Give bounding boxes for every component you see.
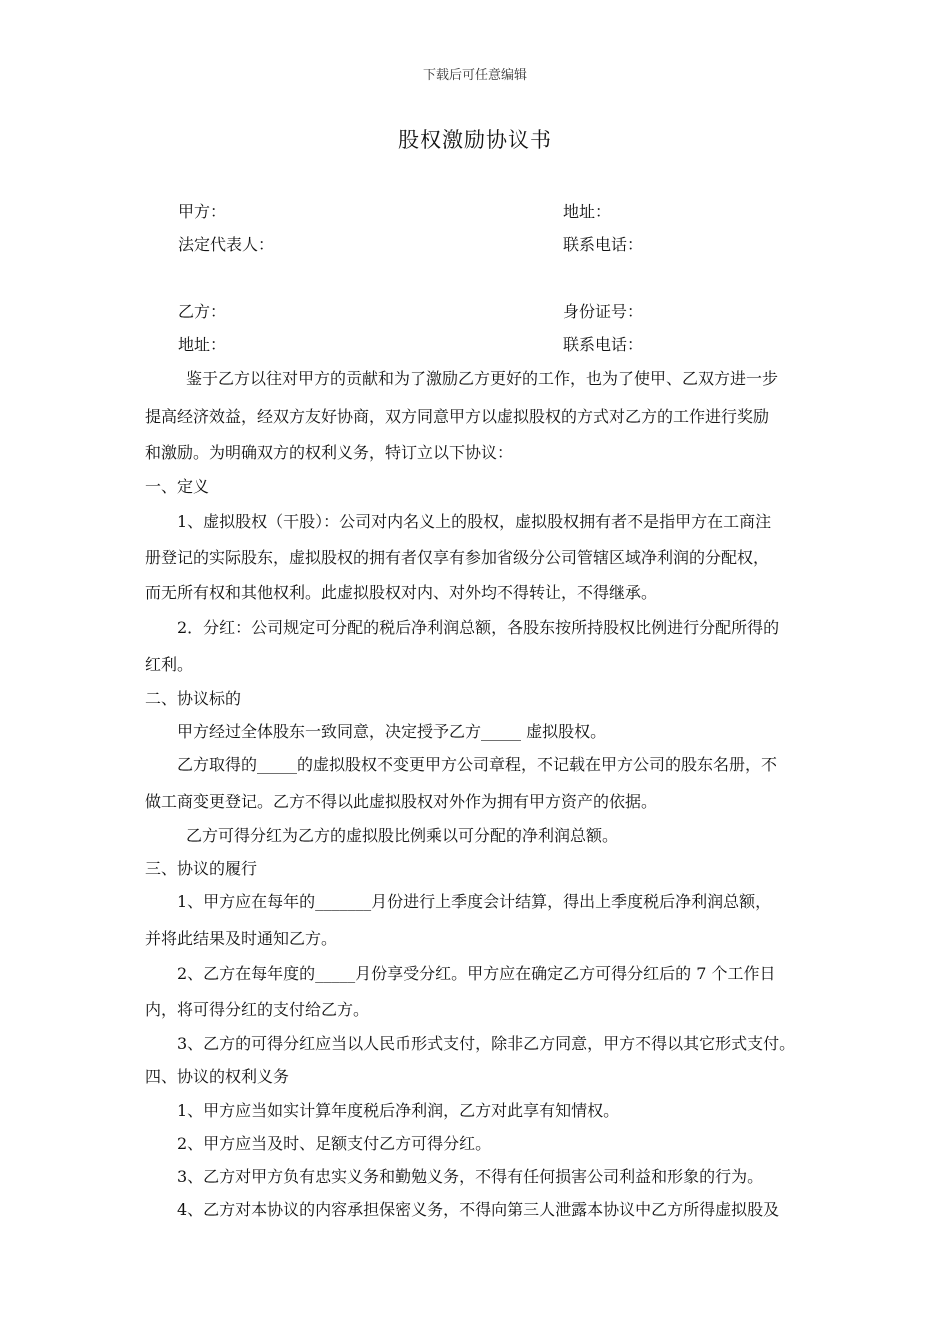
section-3-heading: 三、协议的履行: [145, 859, 258, 878]
party-a-rep-label: 法定代表人：: [178, 235, 275, 254]
section-1-paragraph-line: 1、虚拟股权（干股）：公司对内名义上的股权，虚拟股权拥有者不是指甲方在工商注: [177, 512, 772, 531]
preamble-line: 鉴于乙方以往对甲方的贡献和为了激励乙方更好的工作，也为了使甲、乙双方进一步: [186, 369, 779, 388]
party-a-name-label: 甲方：: [178, 202, 227, 221]
section-3-paragraph-line: 并将此结果及时通知乙方。: [145, 929, 338, 948]
party-b-address-label: 地址：: [178, 335, 227, 354]
section-4-paragraph-line: 3、乙方对甲方负有忠实义务和勤勉义务，不得有任何损害公司利益和形象的行为。: [177, 1167, 764, 1186]
section-1-paragraph-line: 册登记的实际股东，虚拟股权的拥有者仅享有参加省级分公司管辖区域净利润的分配权，: [145, 548, 770, 567]
section-2-paragraph-line: 乙方取得的_____的虚拟股权不变更甲方公司章程，不记载在甲方公司的股东名册，不: [177, 755, 778, 774]
section-4-heading: 四、协议的权利义务: [145, 1067, 290, 1086]
section-1-heading: 一、定义: [145, 477, 210, 496]
section-2-heading: 二、协议标的: [145, 689, 242, 708]
section-3-paragraph-line: 内，将可得分红的支付给乙方。: [145, 1000, 370, 1019]
section-2-paragraph-line: 甲方经过全体股东一致同意，决定授予乙方_____ 虚拟股权。: [177, 722, 607, 741]
section-2-paragraph-line: 做工商变更登记。乙方不得以此虚拟股权对外作为拥有甲方资产的依据。: [145, 792, 658, 811]
section-3-paragraph-line: 2、乙方在每年度的_____月份享受分红。甲方应在确定乙方可得分红后的 7 个工作日: [177, 964, 776, 983]
section-4-paragraph-line: 2、甲方应当及时、足额支付乙方可得分红。: [177, 1134, 492, 1153]
header-note: 下载后可任意编辑: [422, 68, 527, 83]
section-1-paragraph-line: 红利。: [145, 655, 194, 674]
party-b-id-label: 身份证号：: [563, 302, 644, 321]
party-a-phone-label: 联系电话：: [563, 235, 644, 254]
party-b-phone-label: 联系电话：: [563, 335, 644, 354]
section-4-paragraph-line: 4、乙方对本协议的内容承担保密义务，不得向第三人泄露本协议中乙方所得虚拟股及: [177, 1200, 780, 1219]
section-3-paragraph-line: 1、甲方应在每年的_______月份进行上季度会计结算，得出上季度税后净利润总额，: [177, 892, 772, 911]
party-b-name-label: 乙方：: [178, 302, 227, 321]
preamble-line: 提高经济效益，经双方友好协商，双方同意甲方以虚拟股权的方式对乙方的工作进行奖励: [145, 407, 770, 426]
section-3-paragraph-line: 3、乙方的可得分红应当以人民币形式支付，除非乙方同意，甲方不得以其它形式支付。: [177, 1034, 796, 1053]
section-4-paragraph-line: 1、甲方应当如实计算年度税后净利润，乙方对此享有知情权。: [177, 1101, 620, 1120]
document-title: 股权激励协议书: [398, 128, 552, 152]
preamble-line: 和激励。为明确双方的权利义务，特订立以下协议：: [145, 443, 514, 462]
section-1-paragraph-line: 而无所有权和其他权利。此虚拟股权对内、对外均不得转让，不得继承。: [145, 583, 658, 602]
section-1-paragraph-line: 2．分红：公司规定可分配的税后净利润总额，各股东按所持股权比例进行分配所得的: [177, 618, 780, 637]
section-2-paragraph-line: 乙方可得分红为乙方的虚拟股比例乘以可分配的净利润总额。: [186, 826, 619, 845]
party-a-address-label: 地址：: [563, 202, 612, 221]
